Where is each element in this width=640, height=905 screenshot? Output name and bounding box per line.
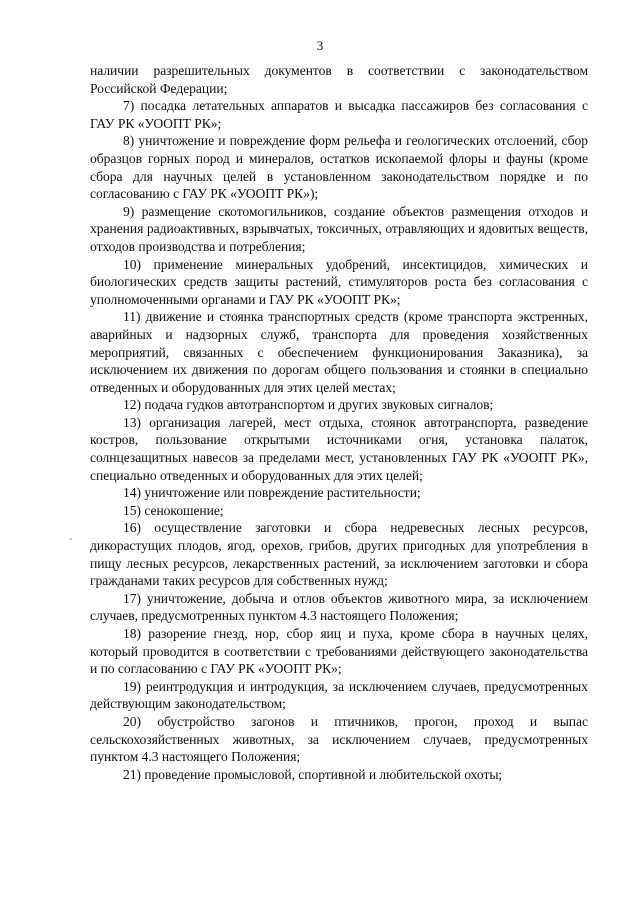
document-body (90, 62, 588, 783)
paragraph-continuation: наличии разрешительных документов в соответствии с законодательством Российской Федерации; (90, 63, 588, 96)
list-item-16: 16) осуществление заготовки и сбора недревесных лесных ресурсов, дикорастущих плодов, ягод, орехов, грибов, других пригодных для употребления в пищу лесных ресурсов, лекарственных растений, за исключением заготовки и сбора гражданами таких ресурсов для собственных нужд; (90, 520, 588, 589)
list-item-19: 19) реинтродукция и интродукция, за исключением случаев, предусмотренных действующим законодательством; (90, 678, 588, 712)
list-item-20: 20) обустройство загонов и птичников, прогон, проход и выпас сельскохозяйственных животных, за исключением случаев, предусмотренных пунктом 4.3 настоящего Положения; (90, 713, 588, 765)
list-item-15: 15) сенокошение; (123, 502, 224, 518)
page-number: 3 (316, 38, 324, 53)
list-item-12: 12) подача гудков автотранспортом и других звуковых сигналов; (123, 397, 494, 413)
list-item-14: 14) уничтожение или повреждение растительности; (123, 485, 421, 501)
list-item-17: 17) уничтожение, добыча и отлов объектов животного мира, за исключением случаев, предусмотренных пунктом 4.3 настоящего Положения; (90, 590, 588, 624)
list-item-21: 21) проведение промысловой, спортивной и любительской охоты; (123, 766, 503, 782)
stray-mark: ` (69, 537, 73, 549)
list-item-11: 11) движение и стоянка транспортных средств (кроме транспорта экстренных, аварийных и надзорных служб, транспорта для проведения хозяйственных мероприятий, связанных с обеспечением функционирования Заказника), за исключением их движения по дорогам общего пользования и стоянки в специально отведенных и оборудованных для этих целей местах; (90, 309, 588, 395)
list-item-7: 7) посадка летательных аппаратов и высадка пассажиров без согласования с ГАУ РК «УООПТ РК»; (90, 98, 588, 131)
list-item-9: 9) размещение скотомогильников, создание объектов размещения отходов и хранения радиоактивных, взрывчатых, токсичных, отравляющих и ядовитых веществ, отходов производства и потребления; (90, 203, 588, 254)
list-item-10: 10) применение минеральных удобрений, инсектицидов, химических и биологических средств защиты растений, стимуляторов роста без согласования с уполномоченными органами и ГАУ РК «УООПТ РК»; (90, 256, 588, 307)
list-item-18: 18) разорение гнезд, нор, сбор яиц и пуха, кроме сбора в научных целях, который проводится в соответствии с требованиями действующего законодательства и по согласованию с ГАУ РК «УООПТ РК»; (90, 626, 588, 677)
list-item-8: 8) уничтожение и повреждение форм рельефа и геологических отслоений, сбор образцов горных пород и минералов, остатков ископаемой флоры и фауны (кроме сбора для научных целей в установленном законодательством порядке и по согласованию с ГАУ РК «УООПТ РК»); (90, 133, 588, 202)
list-item-13: 13) организация лагерей, мест отдыха, стоянок автотранспорта, разведение костров, пользование открытыми источниками огня, установка палаток, солнцезащитных навесов за пределами мест, установленных ГАУ РК «УООПТ РК», специально отведенных и оборудованных для этих целей; (90, 414, 588, 483)
